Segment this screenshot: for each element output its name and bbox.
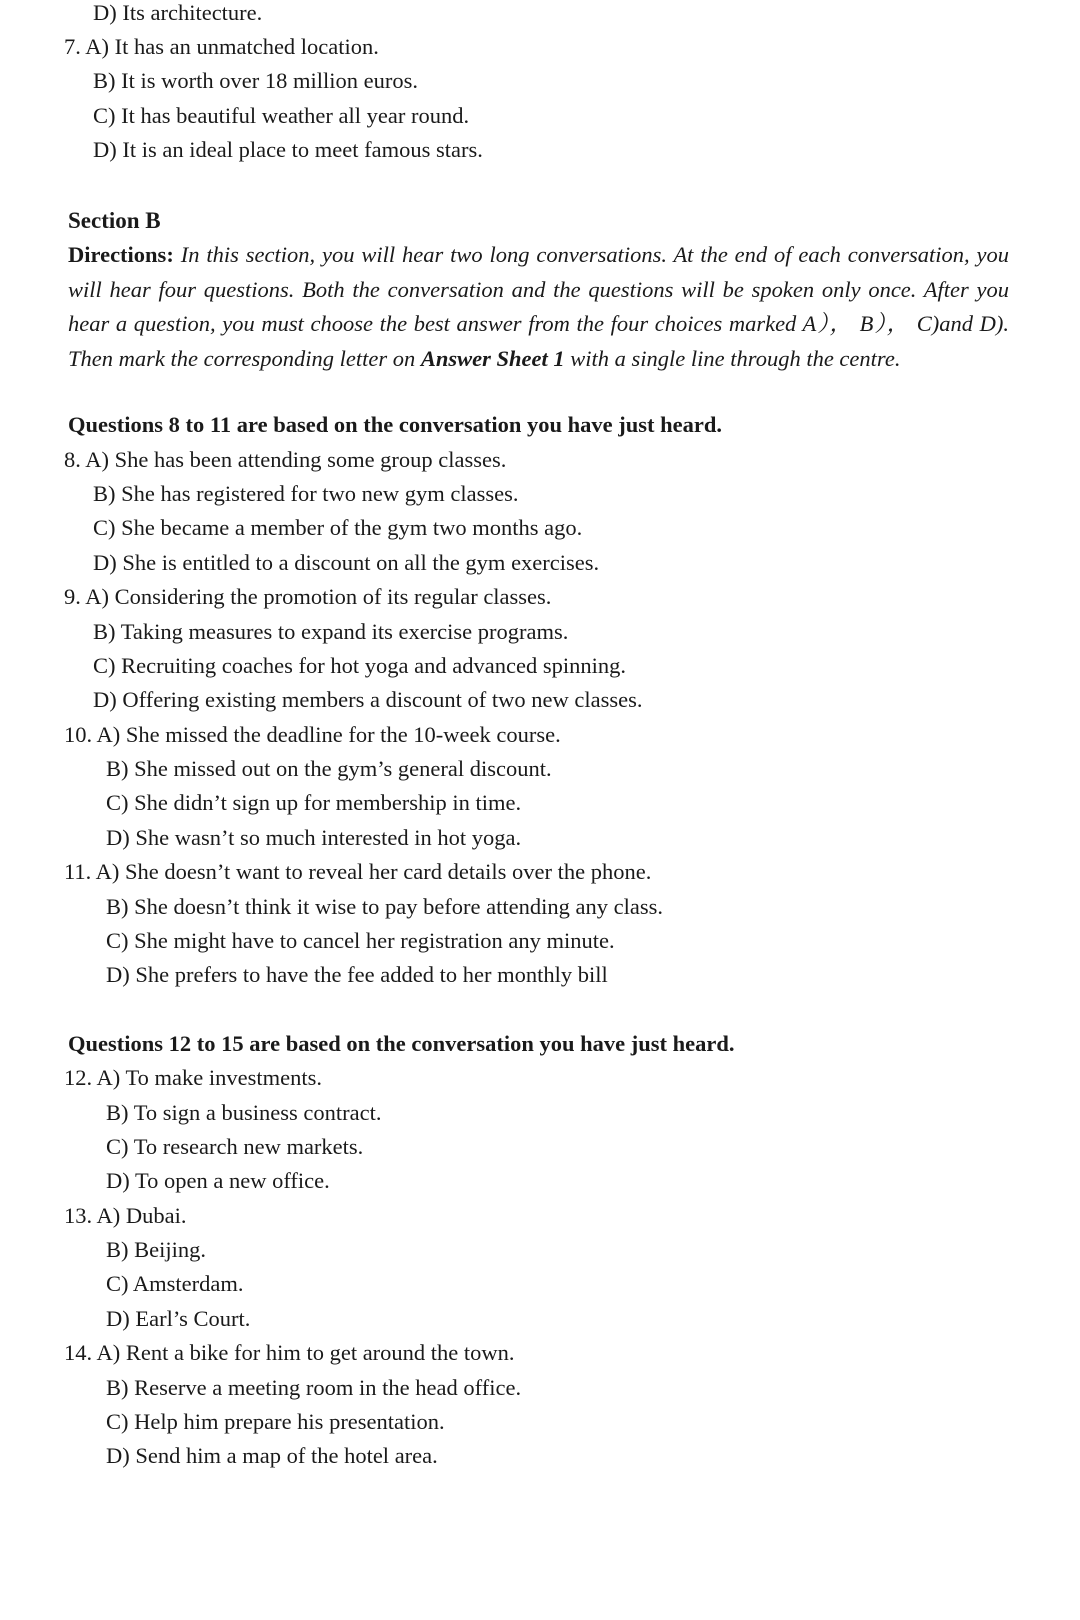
q7-option-c: C) It has beautiful weather all year round. — [93, 103, 470, 128]
q8-option-c: C) She became a member of the gym two months ago. — [93, 515, 583, 540]
q6-option-d: D) Its architecture. — [93, 0, 263, 25]
q13-option-b: B) Beijing. — [106, 1237, 206, 1262]
q10-option-b: B) She missed out on the gym’s general discount. — [106, 756, 552, 781]
q12-option-a: 12. A) To make investments. — [64, 1065, 322, 1090]
q13-option-d: D) Earl’s Court. — [106, 1306, 251, 1331]
q13-option-a: 13. A) Dubai. — [64, 1203, 187, 1228]
q7-option-d: D) It is an ideal place to meet famous stars. — [93, 137, 483, 162]
q10-option-c: C) She didn’t sign up for membership in time. — [106, 790, 522, 815]
q12-option-d: D) To open a new office. — [106, 1168, 330, 1193]
q9-option-a: 9. A) Considering the promotion of its regular classes. — [64, 584, 552, 609]
q7-option-b: B) It is worth over 18 million euros. — [93, 68, 418, 93]
q14-option-d: D) Send him a map of the hotel area. — [106, 1443, 438, 1468]
q7-option-a: 7. A) It has an unmatched location. — [64, 34, 379, 59]
q11-option-d: D) She prefers to have the fee added to her monthly bill — [106, 962, 608, 987]
q9-option-b: B) Taking measures to expand its exercise programs. — [93, 619, 569, 644]
q14-option-c: C) Help him prepare his presentation. — [106, 1409, 445, 1434]
q10-option-a: 10. A) She missed the deadline for the 10-week course. — [64, 722, 561, 747]
answer-sheet-label: Answer Sheet 1 — [420, 345, 565, 371]
section-title: Section B — [68, 208, 161, 233]
q9-option-c: C) Recruiting coaches for hot yoga and advanced spinning. — [93, 653, 626, 678]
q12-option-c: C) To research new markets. — [106, 1134, 364, 1159]
directions-paragraph — [68, 238, 1009, 376]
q14-option-b: B) Reserve a meeting room in the head office. — [106, 1375, 522, 1400]
q9-option-d: D) Offering existing members a discount of two new classes. — [93, 687, 643, 712]
question-group-header-8-11: Questions 8 to 11 are based on the conversation you have just heard. — [68, 412, 722, 437]
q12-option-b: B) To sign a business contract. — [106, 1100, 382, 1125]
directions-label: Directions: — [68, 242, 174, 267]
q14-option-a: 14. A) Rent a bike for him to get around the town. — [64, 1340, 515, 1365]
q8-option-a: 8. A) She has been attending some group classes. — [64, 447, 507, 472]
q10-option-d: D) She wasn’t so much interested in hot yoga. — [106, 825, 522, 850]
directions-text: In this section, you will hear two long conversations. At the end of each conversation, you will hear four questions. Both the conversation and the questions will be spoken only once. After you hear a question, you must choose the best answer from the four choices marked A）， B）， C)and D). Then mark the corresponding letter on — [68, 242, 1010, 371]
q8-option-d: D) She is entitled to a discount on all the gym exercises. — [93, 550, 600, 575]
q11-option-a: 11. A) She doesn’t want to reveal her card details over the phone. — [64, 859, 652, 884]
q8-option-b: B) She has registered for two new gym classes. — [93, 481, 519, 506]
q11-option-c: C) She might have to cancel her registration any minute. — [106, 928, 615, 953]
q13-option-c: C) Amsterdam. — [106, 1271, 244, 1296]
directions-text-end: with a single line through the centre. — [564, 345, 901, 371]
q11-option-b: B) She doesn’t think it wise to pay before attending any class. — [106, 894, 663, 919]
question-group-header-12-15: Questions 12 to 15 are based on the conversation you have just heard. — [68, 1031, 735, 1056]
